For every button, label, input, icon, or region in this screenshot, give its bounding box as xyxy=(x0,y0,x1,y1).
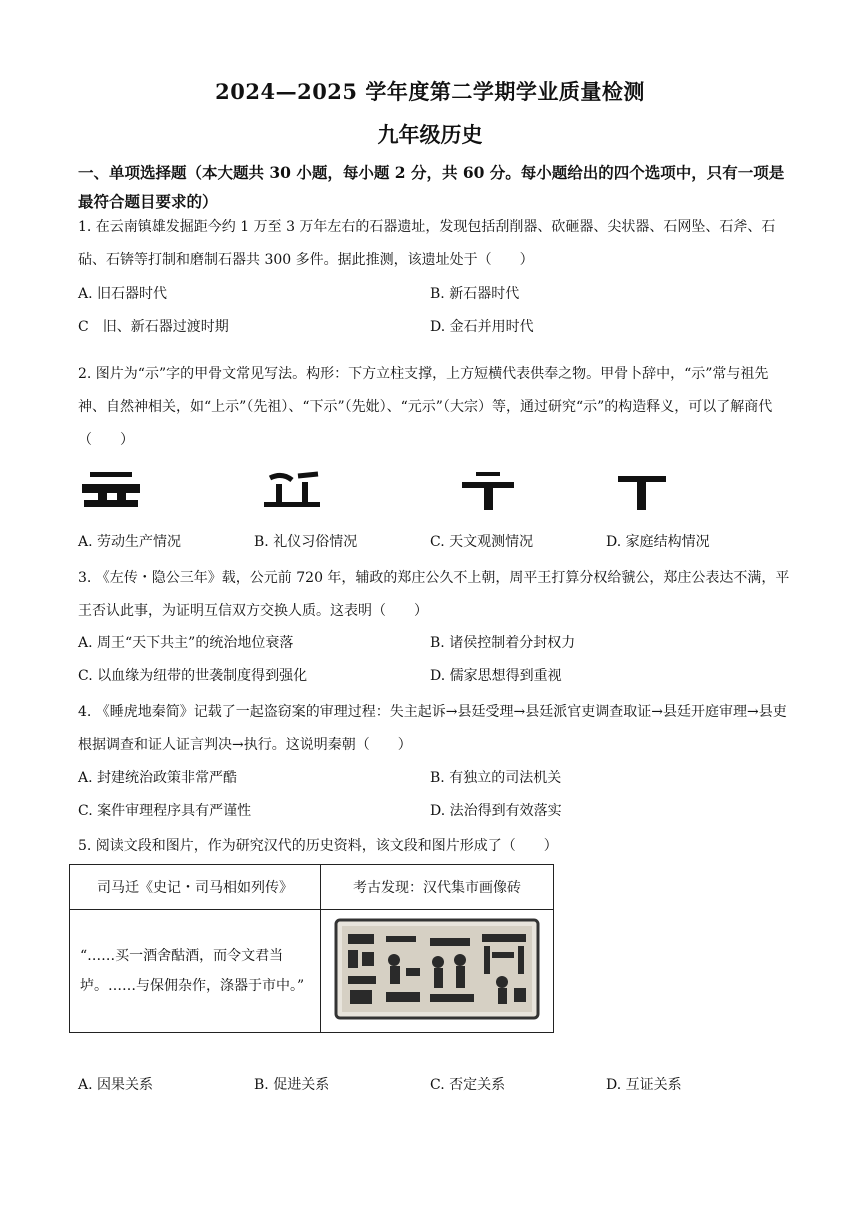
question-3-stem: 3. 《左传・隐公三年》载，公元前 720 年，辅政的郑庄公久不上朝，周平王打算分权给虢公，郑庄公表达不满，平王否认此事，为证明互信双方交换人质。这表明（ ） xyxy=(78,570,790,619)
q4-option-a[interactable]: A. 封建统治政策非常严酷 xyxy=(78,770,238,786)
question-4-stem: 4. 《睡虎地秦简》记载了一起盗窃案的审理过程：失主起诉→县廷受理→县廷派官吏调查取证→县廷开庭审理→县吏根据调查和证人证言判决→执行。这说明秦朝（ ） xyxy=(78,704,787,753)
source-table-header-image: 考古发现：汉代集市画像砖 xyxy=(321,865,554,910)
q3-option-d[interactable]: D. 儒家思想得到重视 xyxy=(430,668,562,684)
q2-option-b[interactable]: B. 礼仪习俗情况 xyxy=(254,534,358,550)
question-5-stem: 5. 阅读文段和图片，作为研究汉代的历史资料，该文段和图片形成了（ ） xyxy=(78,838,558,854)
q3-option-c[interactable]: C. 以血缘为纽带的世袭制度得到强化 xyxy=(78,668,308,684)
q3-option-a[interactable]: A. 周王“天下共主”的统治地位衰落 xyxy=(78,635,294,651)
q4-option-d[interactable]: D. 法治得到有效落实 xyxy=(430,803,562,819)
q1-option-a[interactable]: A. 旧石器时代 xyxy=(78,286,168,302)
question-2-stem: 2. 图片为“示”字的甲骨文常见写法。构形：下方立柱支撑，上方短横代表供奉之物。甲骨卜辞中，“示”常与祖先神、自然神相关，如“上示”（先祖）、“下示”（先妣）、“元示”（大宗）等，通过研究“示”的构造释义，可以了解商代（ ） xyxy=(78,366,773,448)
q2-option-c[interactable]: C. 天文观测情况 xyxy=(430,534,534,550)
q1-option-b[interactable]: B. 新石器时代 xyxy=(430,286,520,302)
source-table-header-text: 司马迁《史记・司马相如列传》 xyxy=(70,865,321,910)
q5-option-b[interactable]: B. 促进关系 xyxy=(254,1077,330,1093)
q5-option-c[interactable]: C. 否定关系 xyxy=(430,1077,506,1093)
exam-title: 2024—2025 学年度第二学期学业质量检测 xyxy=(215,79,645,104)
section-heading: 一、单项选择题（本大题共 30 小题，每小题 2 分，共 60 分。每小题给出的四个选项中，只有一项是最符合题目要求的） xyxy=(78,163,785,211)
q1-option-c[interactable]: C 旧、新石器过渡时期 xyxy=(78,319,229,335)
q5-option-d[interactable]: D. 互证关系 xyxy=(606,1077,682,1093)
q4-option-b[interactable]: B. 有独立的司法机关 xyxy=(430,770,562,786)
oracle-bone-shi-glyph-2 xyxy=(262,470,322,510)
q2-option-a[interactable]: A. 劳动生产情况 xyxy=(78,534,182,550)
oracle-bone-shi-glyph-1 xyxy=(80,470,142,510)
oracle-bone-shi-glyph-4 xyxy=(616,472,668,512)
q5-option-a[interactable]: A. 因果关系 xyxy=(78,1077,154,1093)
han-market-brick-cell xyxy=(321,910,554,1033)
q3-option-b[interactable]: B. 诸侯控制着分封权力 xyxy=(430,635,576,651)
source-quote: “……买一酒舍酤酒，而令文君当垆。……与保佣杂作，涤器于市中。” xyxy=(70,910,321,1033)
oracle-bone-shi-glyph-3 xyxy=(460,472,516,512)
exam-subject: 九年级历史 xyxy=(377,122,483,147)
question-1-stem: 1. 在云南镇雄发掘距今约 1 万至 3 万年左右的石器遗址，发现包括刮削器、砍砸器、尖状器、石网坠、石斧、石砧、石锛等打制和磨制石器共 300 多件。据此推测，该遗址处于（ ） xyxy=(78,219,776,268)
source-table xyxy=(69,864,554,1033)
han-market-brick-image xyxy=(334,916,540,1022)
q2-option-d[interactable]: D. 家庭结构情况 xyxy=(606,534,710,550)
q4-option-c[interactable]: C. 案件审理程序具有严谨性 xyxy=(78,803,252,819)
q1-option-d[interactable]: D. 金石并用时代 xyxy=(430,319,534,335)
